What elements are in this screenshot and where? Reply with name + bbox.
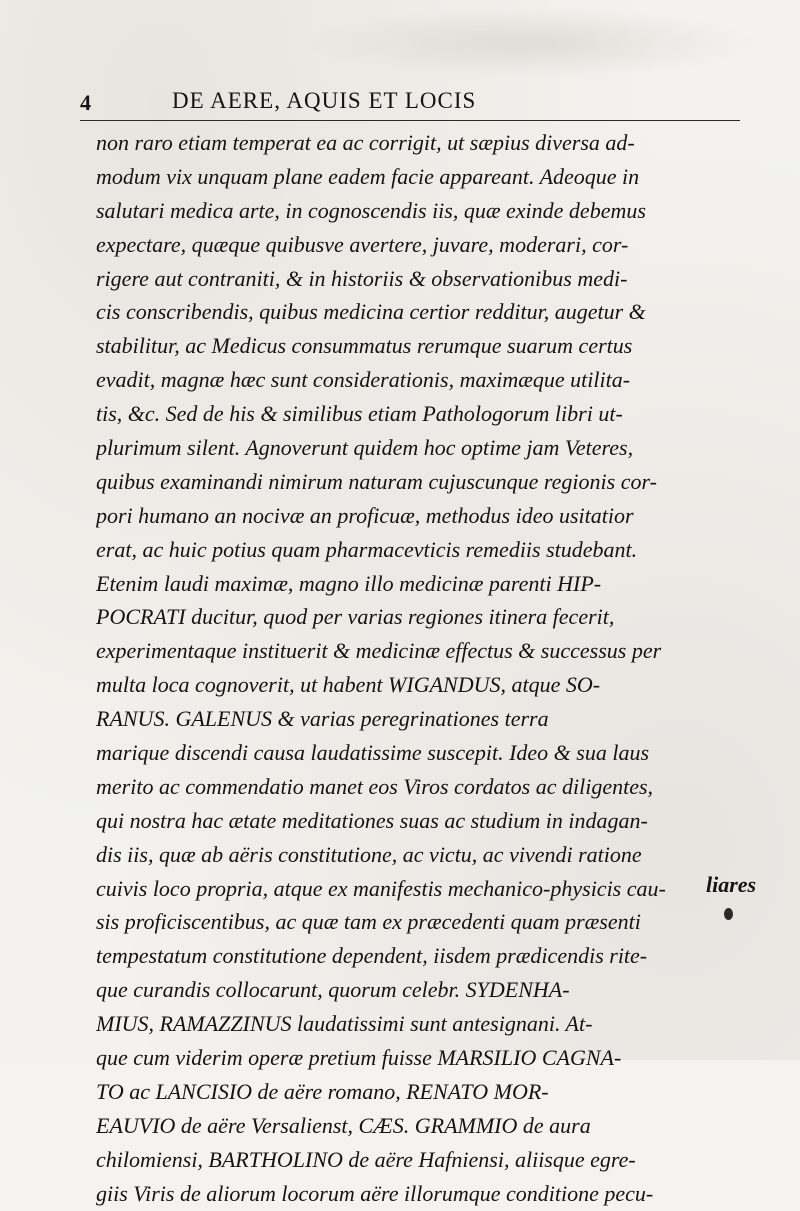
- text-line: cis conscribendis, quibus medicina certior redditur, augetur &: [96, 299, 646, 325]
- text-line: stabilitur, ac Medicus consummatus rerumque suarum certus: [96, 333, 633, 359]
- text-line: chilomiensi, BARTHOLINO de aëre Hafniensi, aliisque egre-: [96, 1146, 636, 1172]
- text-line: tempestatum constitutione dependent, iisdem prædicendis rite-: [96, 943, 648, 969]
- text-line: dis iis, quæ ab aëris constitutione, ac victu, ac vivendi ratione: [96, 841, 642, 867]
- text-line: non raro etiam temperat ea ac corrigit, ut sæpius diversa ad-: [96, 130, 635, 155]
- running-head: [80, 86, 740, 121]
- text-line: RANUS. GALENUS & varias peregrinationes terra: [96, 706, 549, 732]
- text-line: cuivis loco propria, atque ex manifestis mechanico-physicis cau-: [96, 875, 666, 901]
- text-line: modum vix unquam plane eadem facie appareant. Adeoque in: [96, 163, 640, 189]
- text-line: plurimum silent. Agnoverunt quidem hoc optime jam Veteres,: [96, 435, 634, 461]
- text-line: Etenim laudi maximæ, magno illo medicinæ parenti HIP-: [96, 570, 602, 596]
- text-line: POCRATI ducitur, quod per varias regiones itinera fecerit,: [96, 604, 615, 630]
- text-line: sis proficiscentibus, ac quæ tam ex præcedenti quam præsenti: [96, 909, 641, 935]
- text-line: tis, &c. Sed de his & similibus etiam Pathologorum libri ut-: [96, 401, 623, 427]
- body-text: [96, 126, 768, 1211]
- text-line: MIUS, RAMAZZINUS laudatissimi sunt antesignani. At-: [96, 1011, 593, 1037]
- text-line: erat, ac huic potius quam pharmacevticis remediis studebant.: [96, 536, 638, 562]
- text-line: merito ac commendatio manet eos Viros cordatos ac diligentes,: [96, 773, 654, 799]
- catchword: liares: [706, 872, 757, 897]
- text-line: giis Viris de aliorum locorum aëre illorumque conditione pecu-: [96, 1180, 654, 1206]
- text-line: TO ac LANCISIO de aëre romano, RENATO MOR-: [96, 1078, 549, 1104]
- page-stain: [300, 8, 760, 78]
- text-line: que curandis collocarunt, quorum celebr. SYDENHA-: [96, 977, 570, 1003]
- text-line: experimentaque instituerit & medicinæ effectus & successus per: [96, 638, 662, 664]
- text-line: qui nostra hac ætate meditationes suas ac studium in indagan-: [96, 807, 648, 833]
- text-line: rigere aut contraniti, & in historiis & observationibus medi-: [96, 265, 628, 291]
- text-line: marique discendi causa laudatissime suscepit. Ideo & sua laus: [96, 740, 650, 766]
- ink-spot: [724, 908, 733, 920]
- text-line: multa loca cognoverit, ut habent WIGANDUS, atque SO-: [96, 672, 601, 698]
- running-title: DE AERE, AQUIS ET LOCIS: [172, 88, 477, 113]
- text-line: expectare, quæque quibusve avertere, juvare, moderari, cor-: [96, 231, 629, 257]
- text-line: pori humano an nocivæ an proficuæ, methodus ideo usitatior: [96, 502, 634, 528]
- text-line: salutari medica arte, in cognoscendis iis, quæ exinde debemus: [96, 197, 646, 223]
- text-line: evadit, magnæ hæc sunt considerationis, maximæque utilita-: [96, 367, 631, 393]
- text-line: EAUVIO de aëre Versalienst, CÆS. GRAMMIO de aura: [96, 1112, 591, 1138]
- page-number: 4: [80, 90, 91, 115]
- text-line: quibus examinandi nimirum naturam cujuscunque regionis cor-: [96, 468, 657, 494]
- text-line: que cum viderim operæ pretium fuisse MARSILIO CAGNA-: [96, 1045, 622, 1071]
